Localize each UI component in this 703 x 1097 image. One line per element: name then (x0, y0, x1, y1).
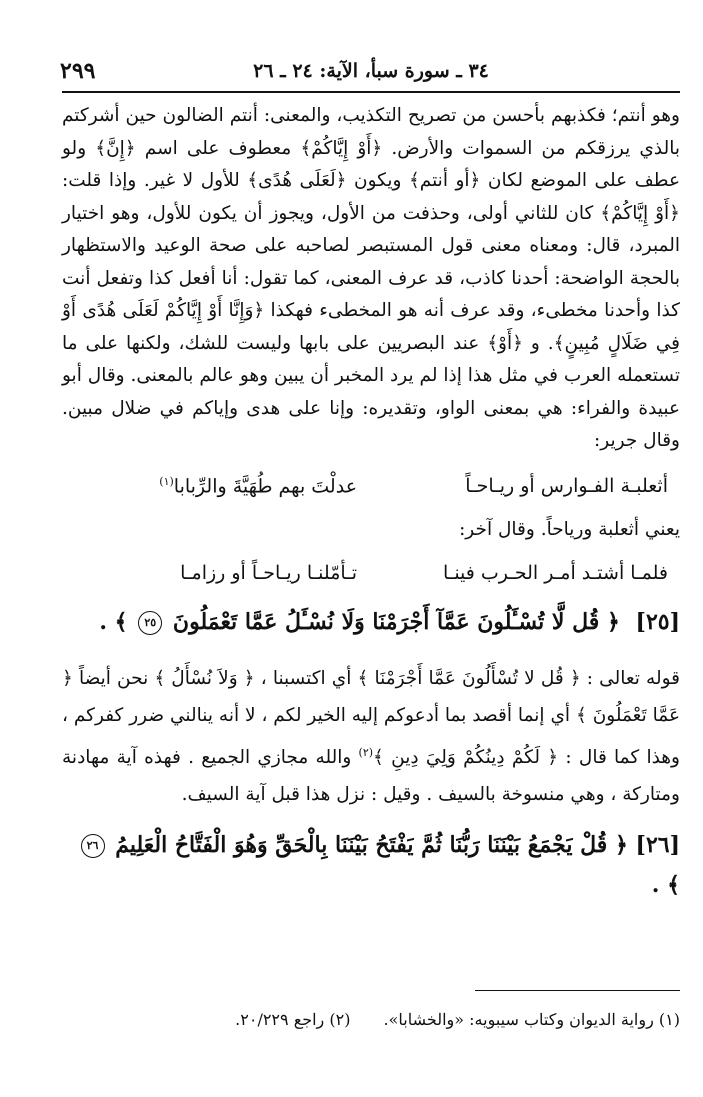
footnote-1: (١) رواية الديوان وكتاب سيبويه: «والخشابا». (383, 1010, 680, 1029)
hemistich-second: تـأمّلنـا ريـاحـاً أو رزامـا (180, 562, 358, 584)
ayah-26-heading (62, 825, 680, 905)
footnote-ref: (١) (159, 474, 174, 488)
footnote-rule (475, 990, 680, 991)
ayah-closing: ﴾ . (651, 871, 680, 898)
footnote-ref: (٢) (358, 745, 374, 759)
ayah-closing: ﴾ . (99, 608, 128, 635)
paragraph (62, 660, 680, 813)
hemistich-first: أثعلبـة الفـوارس أو ريـاحـاً (465, 475, 668, 497)
header-rule (62, 91, 680, 93)
hemistich-first: فلمـا أشتـد أمـر الحـرب فينـا (442, 562, 668, 584)
paragraph: وهو أنتم؛ فكذبهم بأحسن من تصريح التكذيب، والمعنى: أنتم الضالون حين أشركتم بالذي يرزقكم من السموات والأرض. ﴿أَوْ إِيَّاكُمْ﴾ معطوف على اسم ﴿إِنَّ﴾ ولو عطف على الموضع لكان ﴿أو أنتم﴾ ويكون ﴿لَعَلَى هُدًى﴾ للأول لا غير. وإذا قلت: ﴿أَوْ إِيَّاكُمْ﴾ كان للثاني أولى، وحذفت من الأول، ويجوز أن يكون للأول، وهو اختيار المبرد، قال: ومعناه معنى قول المستبصر لصاحبه على صحة الوعيد والاستظهار بالحجة الواضحة: أحدنا كاذب، قد عرف المعنى، كما تقول: أنا أفعل كذا وتفعل أنت كذا وأحدنا مخطىء، وقد عرف أنه هو المخطىء فهكذا ﴿وَإِنَّا أَوْ إِيَّاكُمْ لَعَلَى هُدًى أَوْ فِي ضَلَالٍ مُبِينٍ﴾. و ﴿أَوْ﴾ عند البصريين على بابها وليست للشك، ولكنها على ما تستعمله العرب في مثل هذا إذا لم يرد المخبر أن يبين وهو عالم بالمعنى. وقال أبو عبيدة والفراء: هي بمعنى الواو، وتقديره: وإنا على هدى وإياكم في ضلال مبين. وقال جرير: (62, 105, 680, 451)
hemistich-second (70, 475, 357, 497)
ayah-25-heading (62, 602, 680, 650)
ayah-number: [٢٥] (635, 608, 680, 635)
poetry-block (62, 464, 680, 596)
ayah-number: [٢٦] (635, 831, 680, 858)
ayah-text: ﴿ قُلْ يَجْمَعُ بَيْنَنَا رَبُّنَا ثُمَّ يَفْتَحُ بَيْنَنَا بِالْحَقِّ وَهُوَ الْفَتَّاحُ الْعَلِيمُ (115, 831, 628, 858)
ayah-25-tafsir (62, 660, 680, 813)
page-header (62, 58, 680, 92)
footnote-line (207, 1010, 680, 1029)
footnote-2: (٢) راجع ٢٠/٢٢٩. (235, 1010, 351, 1029)
running-title: ٣٤ ـ سورة سبأ، الآية: ٢٤ ـ ٢٦ (253, 60, 489, 82)
ayah-end-mark: ٢٥ (138, 611, 162, 635)
poem-verse-1 (62, 464, 680, 509)
document-page (62, 58, 680, 905)
page-number: ٢٩٩ (60, 58, 96, 84)
commentary-body (62, 100, 680, 458)
hemistich-second-text: عدلْتَ بهم طُهَيَّةَ والرِّبابا (173, 475, 358, 498)
ayah-end-mark: ٢٦ (81, 834, 105, 858)
ayah-text: ﴿ قُل لَّا تُسْـَٔلُونَ عَمَّآ أَجْرَمْنَا وَلَا نُسْـَٔلُ عَمَّا تَعْمَلُونَ (172, 608, 620, 635)
poem-verse-2 (62, 551, 680, 596)
tafsir-text: والله مجازي الجميع . فهذه آية مهادنة ومتاركة ، وهي منسوخة بالسيف . وقيل : نزل هذا قبل آية السيف. (62, 746, 680, 805)
tafsir-text: قوله تعالى : ﴿ قُل لا تُسْأَلُونَ عَمَّا أَجْرَمْنَا ﴾ أي اكتسبنا ، ﴿ وَلاَ نُسْأَلُ ﴾ نحن أيضاً ﴿ عَمَّا تَعْمَلُونَ ﴾ أي إنما أقصد بما أدعوكم إليه الخير لكم ، لا أنه ينالني ضرر كفركم ، وهذا كما قال : ﴿ لَكُمْ دِينُكُمْ وَلِيَ دِينِ ﴾ (62, 667, 680, 768)
poem-note: يعني أثعلبة ورياحاً. وقال آخر: (459, 518, 680, 540)
